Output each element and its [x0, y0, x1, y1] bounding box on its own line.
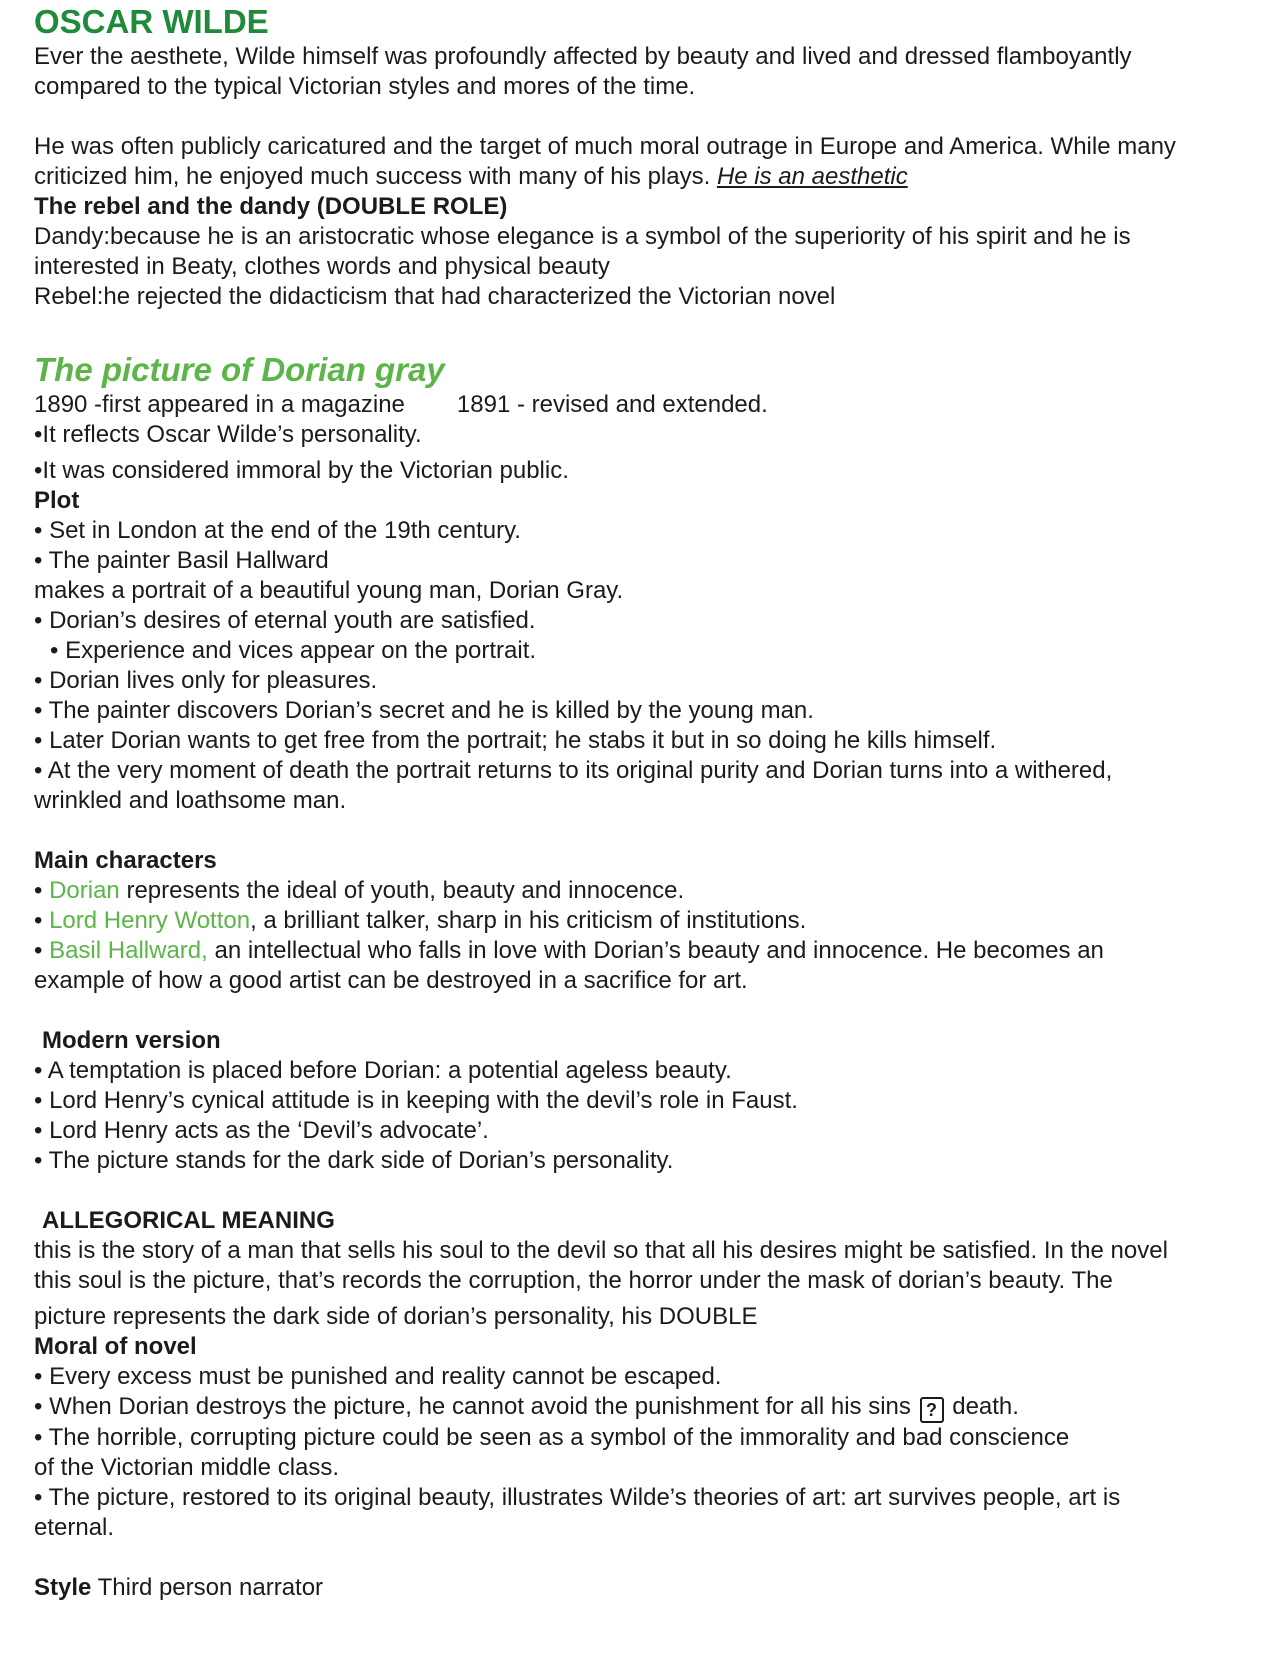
- double-role-text: DOUBLE ROLE): [324, 193, 508, 220]
- character-dorian: [34, 876, 1244, 906]
- immoral-line: •It was considered immoral by the Victorian public.: [34, 457, 569, 484]
- moral-text: death.: [945, 1393, 1019, 1420]
- plot-line: • At the very moment of death the portrait returns to its original purity and Dorian turns into a withered,: [34, 757, 1113, 784]
- modern-version-heading: Modern version: [42, 1027, 221, 1054]
- character-basil: [34, 936, 1244, 966]
- bullet: •: [34, 937, 50, 964]
- intro-line-1: Ever the aesthete, Wilde himself was profoundly affected by beauty and lived and dressed flamboyantly: [34, 43, 1132, 70]
- character-desc: , a brilliant talker, sharp in his criticism of institutions.: [250, 907, 807, 934]
- question-box-icon: ?: [920, 1397, 944, 1423]
- allegory-line-3: picture represents the dark side of dorian’s personality, his DOUBLE: [34, 1303, 758, 1330]
- character-name-basil: Basil Hallward,: [49, 937, 208, 964]
- title-oscar-wilde: OSCAR WILDE: [34, 3, 269, 40]
- reflects-line: •It reflects Oscar Wilde’s personality.: [34, 421, 422, 448]
- character-lord-henry: [34, 906, 1244, 936]
- character-desc: an intellectual who falls in love with Dorian’s beauty and innocence. He becomes an: [207, 937, 1104, 964]
- character-name-lord-henry: Lord Henry Wotton: [49, 907, 251, 934]
- character-basil-line-2: example of how a good artist can be destroyed in a sacrifice for art.: [34, 967, 748, 994]
- title-dorian-gray: The picture of Dorian gray: [34, 351, 445, 388]
- document-page: [34, 0, 1244, 1603]
- bullet: •: [34, 907, 50, 934]
- moral-heading: Moral of novel: [34, 1333, 197, 1360]
- dates-line: [34, 390, 1244, 420]
- plot-line: • Set in London at the end of the 19th century.: [34, 517, 521, 544]
- caricature-line-1: He was often publicly caricatured and the target of much moral outrage in Europe and America. While many: [34, 133, 1176, 160]
- dandy-line-1: Dandy:because he is an aristocratic whose elegance is a symbol of the superiority of his spirit and he is: [34, 223, 1131, 250]
- style-label: Style: [34, 1574, 92, 1601]
- allegory-line-2: this soul is the picture, that’s records the corruption, the horror under the mask of dorian’s beauty. The: [34, 1267, 1113, 1294]
- allegory-line-1: this is the story of a man that sells his soul to the devil so that all his desires might be satisfied. In the novel: [34, 1237, 1168, 1264]
- modern-line: • Lord Henry’s cynical attitude is in keeping with the devil’s role in Faust.: [34, 1087, 798, 1114]
- plot-line: • Experience and vices appear on the portrait.: [50, 637, 537, 664]
- modern-line: • The picture stands for the dark side of Dorian’s personality.: [34, 1147, 674, 1174]
- intro-line-2: compared to the typical Victorian styles and mores of the time.: [34, 73, 696, 100]
- plot-heading: Plot: [34, 487, 80, 514]
- moral-line: • The picture, restored to its original beauty, illustrates Wilde’s theories of art: art survives people, art is: [34, 1484, 1121, 1511]
- rebel-dandy-heading: [34, 192, 1244, 222]
- plot-line: • The painter discovers Dorian’s secret and he is killed by the young man.: [34, 697, 814, 724]
- caricature-text: criticized him, he enjoyed much success with many of his plays.: [34, 163, 717, 190]
- character-name-dorian: Dorian: [49, 877, 120, 904]
- style-line: [34, 1573, 1244, 1603]
- plot-line: wrinkled and loathsome man.: [34, 787, 347, 814]
- plot-line: • Later Dorian wants to get free from the portrait; he stabs it but in so doing he kills himself.: [34, 727, 997, 754]
- character-desc: represents the ideal of youth, beauty and innocence.: [119, 877, 685, 904]
- plot-line: • The painter Basil Hallward: [34, 547, 329, 574]
- allegorical-heading: ALLEGORICAL MEANING: [42, 1207, 335, 1234]
- moral-line: [34, 1392, 1244, 1423]
- moral-text: • When Dorian destroys the picture, he cannot avoid the punishment for all his sins: [34, 1393, 918, 1420]
- date-1891: 1891 - revised and extended.: [456, 391, 768, 418]
- moral-line: • The horrible, corrupting picture could be seen as a symbol of the immorality and bad conscience: [34, 1424, 1070, 1451]
- characters-heading: Main characters: [34, 847, 217, 874]
- caricature-line-2: [34, 162, 1244, 192]
- plot-line: makes a portrait of a beautiful young man, Dorian Gray.: [34, 577, 624, 604]
- dandy-line-2: interested in Beaty, clothes words and physical beauty: [34, 253, 610, 280]
- moral-line: eternal.: [34, 1514, 115, 1541]
- rebel-line: Rebel:he rejected the didacticism that had characterized the Victorian novel: [34, 283, 836, 310]
- modern-line: • Lord Henry acts as the ‘Devil’s advocate’.: [34, 1117, 489, 1144]
- bullet: •: [34, 877, 50, 904]
- plot-line: • Dorian lives only for pleasures.: [34, 667, 378, 694]
- style-text: Third person narrator: [91, 1574, 324, 1601]
- moral-line: of the Victorian middle class.: [34, 1454, 340, 1481]
- date-1890: 1890 -first appeared in a magazine: [34, 391, 405, 418]
- rebel-dandy-heading-text: The rebel and the dandy (: [34, 193, 325, 220]
- modern-line: • A temptation is placed before Dorian: a potential ageless beauty.: [34, 1057, 732, 1084]
- plot-line: • Dorian’s desires of eternal youth are satisfied.: [34, 607, 536, 634]
- aesthetic-underlined: He is an aesthetic: [716, 163, 908, 190]
- moral-line: • Every excess must be punished and reality cannot be escaped.: [34, 1363, 722, 1390]
